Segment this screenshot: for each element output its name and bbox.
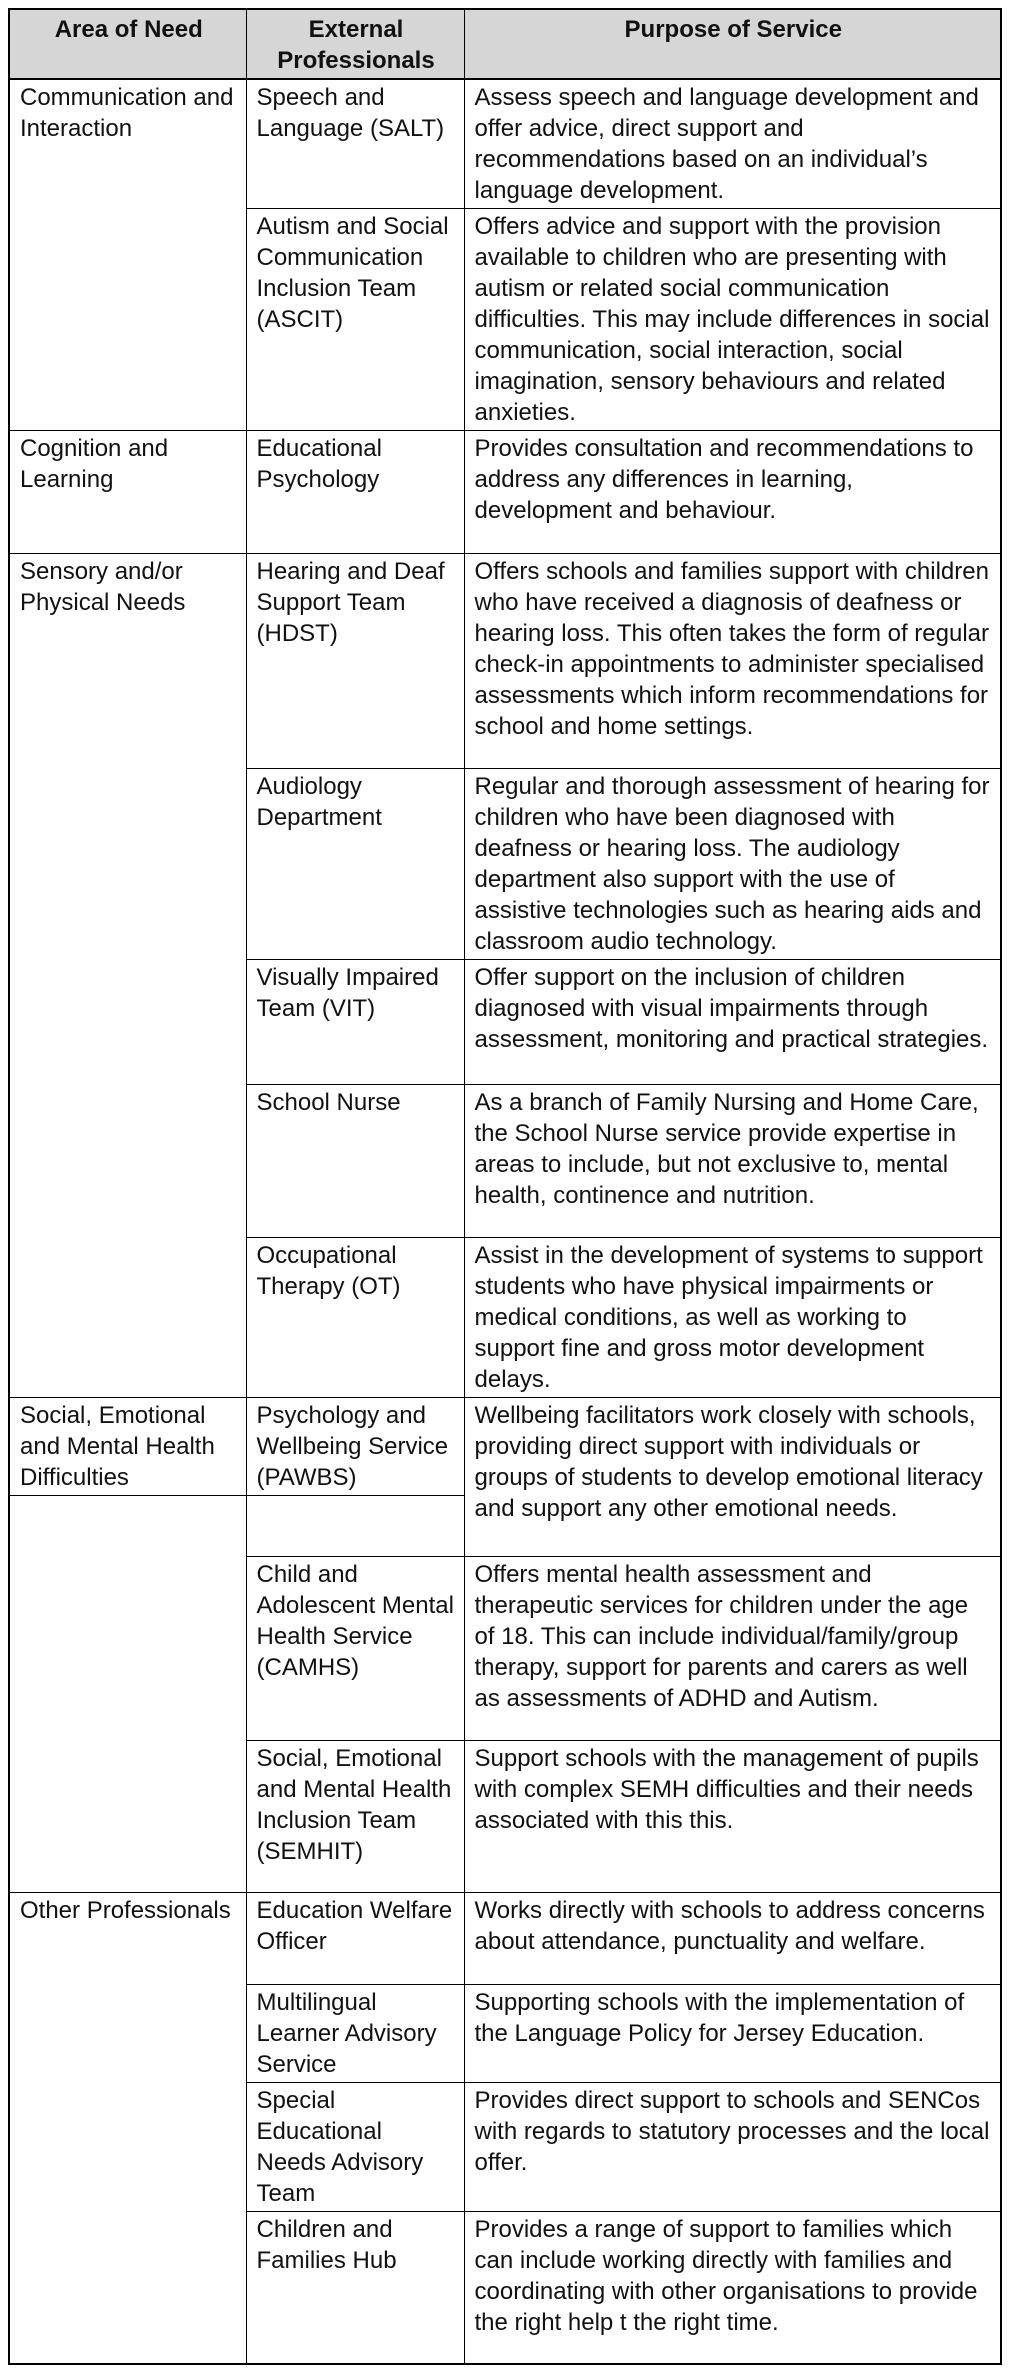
professional-cell-ascit: Autism and Social Communication Inclusion Team (ASCIT): [246, 209, 464, 431]
professional-cell-children-families-hub: Children and Families Hub: [246, 2212, 464, 2364]
header-purpose-of-service: Purpose of Service: [464, 9, 1001, 79]
professional-cell-vit: Visually Impaired Team (VIT): [246, 960, 464, 1085]
purpose-cell-educational-psychology: Provides consultation and recommendations to address any differences in learning, development and behaviour.: [464, 431, 1001, 554]
purpose-cell-hdst: Offers schools and families support with children who have received a diagnosis of deafness or hearing loss. This often takes the form of regular check-in appointments to administer specialised assessments which inform recommendations for school and home settings.: [464, 554, 1001, 769]
professional-cell-sen-advisory-team: Special Educational Needs Advisory Team: [246, 2083, 464, 2212]
professional-cell-salt: Speech and Language (SALT): [246, 79, 464, 209]
area-cell-communication-interaction: Communication and Interaction: [9, 79, 246, 431]
area-cell-other-professionals: Other Professionals: [9, 1893, 246, 2364]
area-cell-sensory-physical: Sensory and/or Physical Needs: [9, 554, 246, 1398]
table-row: [9, 79, 1001, 209]
professional-cell-audiology: Audiology Department: [246, 769, 464, 960]
professional-cell-empty: [246, 1496, 464, 1557]
purpose-cell-education-welfare-officer: Works directly with schools to address concerns about attendance, punctuality and welfare.: [464, 1893, 1001, 1985]
area-cell-cognition-learning: Cognition and Learning: [9, 431, 246, 554]
professional-cell-camhs: Child and Adolescent Mental Health Service (CAMHS): [246, 1557, 464, 1741]
purpose-cell-multilingual-learner: Supporting schools with the implementation of the Language Policy for Jersey Education.: [464, 1985, 1001, 2083]
purpose-cell-occupational-therapy: Assist in the development of systems to support students who have physical impairments or medical conditions, as well as working to support fine and gross motor development delays.: [464, 1238, 1001, 1398]
support-services-table: [8, 8, 1002, 2365]
purpose-cell-children-families-hub: Provides a range of support to families which can include working directly with families and coordinating with other organisations to provide the right help t the right time.: [464, 2212, 1001, 2364]
header-area-of-need: Area of Need: [9, 9, 246, 79]
professional-cell-education-welfare-officer: Education Welfare Officer: [246, 1893, 464, 1985]
professional-cell-educational-psychology: Educational Psychology: [246, 431, 464, 554]
professional-cell-semhit: Social, Emotional and Mental Health Inclusion Team (SEMHIT): [246, 1741, 464, 1893]
purpose-cell-pawbs: Wellbeing facilitators work closely with schools, providing direct support with individuals or groups of students to develop emotional literacy and support any other emotional needs.: [464, 1398, 1001, 1557]
purpose-cell-audiology: Regular and thorough assessment of hearing for children who have been diagnosed with deafness or hearing loss. The audiology department also support with the use of assistive technologies such as hearing aids and classroom audio technology.: [464, 769, 1001, 960]
header-external-professionals: External Professionals: [246, 9, 464, 79]
table-header-row: [9, 9, 1001, 79]
table-row: [9, 554, 1001, 769]
purpose-cell-vit: Offer support on the inclusion of children diagnosed with visual impairments through assessment, monitoring and practical strategies.: [464, 960, 1001, 1085]
professional-cell-pawbs: Psychology and Wellbeing Service (PAWBS): [246, 1398, 464, 1496]
area-cell-semh-difficulties: Social, Emotional and Mental Health Difficulties: [9, 1398, 246, 1496]
purpose-cell-camhs: Offers mental health assessment and therapeutic services for children under the age of 18. This can include individual/family/group therapy, support for parents and carers as well as assessments of ADHD and Autism.: [464, 1557, 1001, 1741]
professional-cell-school-nurse: School Nurse: [246, 1085, 464, 1238]
table-row: [9, 431, 1001, 554]
purpose-cell-salt: Assess speech and language development and offer advice, direct support and recommendations based on an individual’s language development.: [464, 79, 1001, 209]
purpose-cell-sen-advisory-team: Provides direct support to schools and SENCos with regards to statutory processes and the local offer.: [464, 2083, 1001, 2212]
purpose-cell-semhit: Support schools with the management of pupils with complex SEMH difficulties and their needs associated with this this.: [464, 1741, 1001, 1893]
professional-cell-multilingual-learner: Multilingual Learner Advisory Service: [246, 1985, 464, 2083]
purpose-cell-ascit: Offers advice and support with the provision available to children who are presenting with autism or related social communication difficulties. This may include differences in social communication, social interaction, social imagination, sensory behaviours and related anxieties.: [464, 209, 1001, 431]
area-cell-semh-continuation-empty: [9, 1496, 246, 1893]
purpose-cell-school-nurse: As a branch of Family Nursing and Home Care, the School Nurse service provide expertise in areas to include, but not exclusive to, mental health, continence and nutrition.: [464, 1085, 1001, 1238]
professional-cell-occupational-therapy: Occupational Therapy (OT): [246, 1238, 464, 1398]
table-row: [9, 1398, 1001, 1496]
table-row: [9, 1893, 1001, 1985]
professional-cell-hdst: Hearing and Deaf Support Team (HDST): [246, 554, 464, 769]
